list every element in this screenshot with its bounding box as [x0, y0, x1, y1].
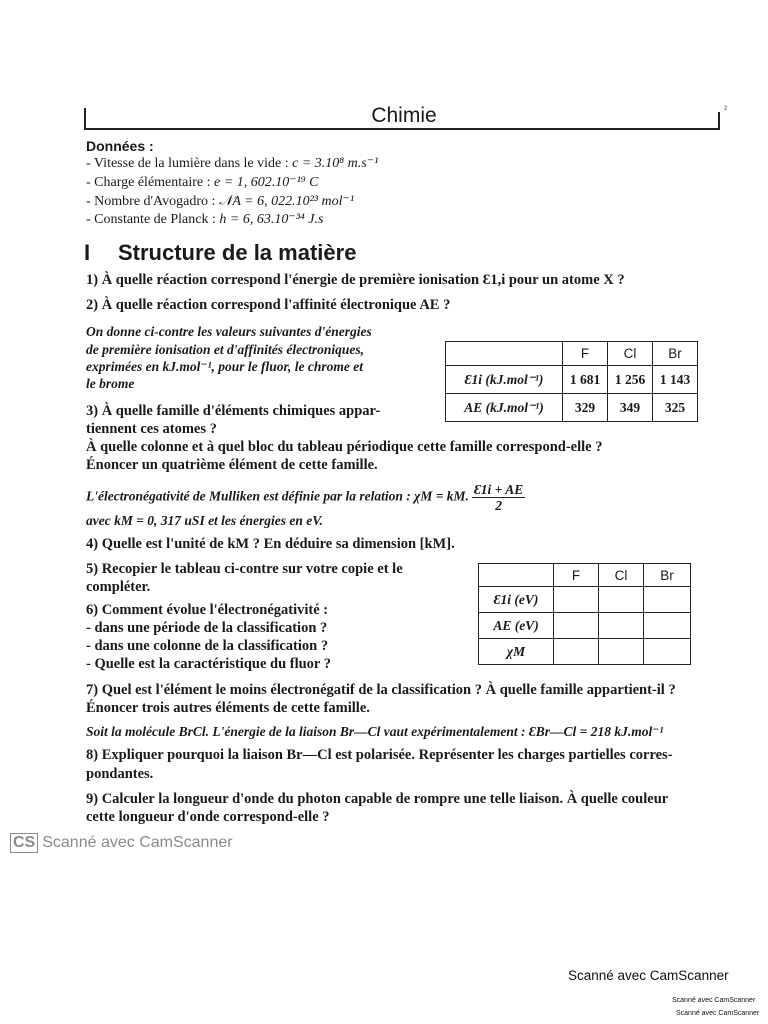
table-cell [554, 639, 599, 665]
table-header-empty [479, 564, 554, 587]
table-cell [599, 639, 644, 665]
intro-line-3: exprimées en kJ.mol⁻¹, pour le fluor, le chrome et [86, 359, 364, 374]
table-cell [554, 613, 599, 639]
question-9-line-2: cette longueur d'onde correspond-elle ? [86, 809, 330, 825]
table-header-f: F [554, 564, 599, 587]
donnees-item-3 [86, 193, 354, 211]
table-cell [554, 587, 599, 613]
question-5-line-1: 5) Recopier le tableau ci-contre sur votre copie et le [86, 561, 403, 577]
table-row [446, 366, 698, 394]
table-cell: 325 [653, 394, 698, 422]
table-header-empty [446, 342, 563, 366]
donnees-item-2 [86, 174, 318, 192]
table-cell: 1 256 [608, 366, 653, 394]
table-header-br: Br [653, 342, 698, 366]
donnees-heading: Données : [86, 138, 154, 154]
donnees-item-formula: 𝒩A = 6, 022.10²³ mol⁻¹ [218, 194, 355, 209]
question-9-line-1: 9) Calculer la longueur d'onde du photon capable de rompre une telle liaison. À quelle couleur [86, 791, 669, 807]
question-6-line-3: - dans une colonne de la classification ? [86, 638, 329, 654]
table-row [479, 613, 691, 639]
donnees-item-4 [86, 211, 323, 229]
donnees-item-formula: h = 6, 63.10⁻³⁴ J.s [219, 212, 324, 227]
brcl-statement: Soit la molécule BrCl. L'énergie de la liaison Br—Cl vaut expérimentalement : ƐBr—Cl = 218 kJ.mol⁻¹ [86, 724, 664, 739]
electronegativity-table [478, 563, 691, 665]
table-cell: 349 [608, 394, 653, 422]
question-6-line-2: - dans une période de la classification ? [86, 620, 328, 636]
table-header-cl: Cl [608, 342, 653, 366]
table-cell [599, 587, 644, 613]
fraction-numerator: Ɛ1i + AE [473, 482, 524, 497]
table-header-cl: Cl [599, 564, 644, 587]
donnees-item-formula: c = 3.10⁸ m.s⁻¹ [292, 156, 379, 171]
question-6-line-1: 6) Comment évolue l'électronégativité : [86, 602, 329, 618]
section-heading [84, 240, 356, 266]
camscanner-watermark [10, 833, 233, 853]
question-4: 4) Quelle est l'unité de kM ? En déduire sa dimension [kM]. [86, 536, 455, 552]
table-cell [644, 613, 691, 639]
question-3-line-4: Énoncer un quatrième élément de cette famille. [86, 457, 378, 473]
table-cell: 1 143 [653, 366, 698, 394]
question-7-line-1: 7) Quel est l'élément le moins électronégatif de la classification ? À quelle famille appartient-il ? [86, 682, 676, 698]
camscanner-watermark-text: Scanné avec CamScanner [42, 834, 233, 851]
row-label-ionisation: Ɛ1i (kJ.mol⁻¹) [446, 366, 563, 394]
mulliken-line-2: avec kM = 0, 317 uSI et les énergies en eV. [86, 513, 323, 528]
question-8-line-2: pondantes. [86, 766, 154, 782]
row-label-affinite: AE (kJ.mol⁻¹) [446, 394, 563, 422]
table-row [479, 587, 691, 613]
table-header-f: F [563, 342, 608, 366]
section-number: I [84, 240, 91, 265]
energies-table [445, 341, 698, 422]
table-cell [644, 639, 691, 665]
camscanner-logo-icon: CS [10, 833, 38, 853]
intro-line-4: le brome [86, 376, 135, 391]
question-1: 1) À quelle réaction correspond l'énergie de première ionisation Ɛ1,i pour un atome X ? [86, 272, 625, 288]
fraction-denominator: 2 [495, 498, 502, 513]
footer-scan-text-3: Scanné avec CamScanner [676, 1010, 760, 1017]
row-label-affinite-ev: AE (eV) [479, 613, 554, 639]
donnees-item-label: - Nombre d'Avogadro : [86, 194, 219, 209]
table-cell [599, 613, 644, 639]
question-8-line-1: 8) Expliquer pourquoi la liaison Br—Cl est polarisée. Représenter les charges partielles corres- [86, 747, 673, 763]
page-title: Chimie [371, 104, 437, 127]
intro-line-1: On donne ci-contre les valeurs suivantes d'énergies [86, 324, 372, 339]
table-header-br: Br [644, 564, 691, 587]
question-6-line-4: - Quelle est la caractéristique du fluor ? [86, 656, 331, 672]
question-3-line-2: tiennent ces atomes ? [86, 421, 217, 437]
row-label-ionisation-ev: Ɛ1i (eV) [479, 587, 554, 613]
question-7-line-2: Énoncer trois autres éléments de cette famille. [86, 700, 370, 716]
mulliken-fraction [472, 482, 525, 513]
header-rule [84, 128, 720, 130]
section-title: Structure de la matière [118, 240, 357, 265]
donnees-item-1 [86, 155, 378, 173]
table-cell [644, 587, 691, 613]
question-3-line-3: À quelle colonne et à quel bloc du tableau périodique cette famille correspond-elle ? [86, 439, 603, 455]
question-5-line-2: compléter. [86, 579, 151, 595]
donnees-item-label: - Charge élémentaire : [86, 175, 215, 190]
table-cell: 329 [563, 394, 608, 422]
intro-line-2: de première ionisation et d'affinités électroniques, [86, 342, 364, 357]
mulliken-line-1: L'électronégativité de Mulliken est définie par la relation : χM = kM. [86, 488, 469, 504]
table-row [479, 639, 691, 665]
mulliken-definition [86, 482, 525, 513]
page-mark: ² [724, 104, 727, 115]
donnees-item-formula: e = 1, 602.10⁻¹⁹ C [214, 175, 319, 190]
footer-scan-text-1: Scanné avec CamScanner [568, 968, 729, 983]
table-cell: 1 681 [563, 366, 608, 394]
table-row [446, 394, 698, 422]
donnees-item-label: - Constante de Planck : [86, 212, 220, 227]
donnees-item-label: - Vitesse de la lumière dans le vide : [86, 156, 293, 171]
row-label-chi: χM [479, 639, 554, 665]
footer-scan-text-2: Scanné avec CamScanner [672, 997, 756, 1004]
question-3-line-1: 3) À quelle famille d'éléments chimiques appar- [86, 403, 381, 419]
question-2: 2) À quelle réaction correspond l'affinité électronique AE ? [86, 297, 451, 313]
